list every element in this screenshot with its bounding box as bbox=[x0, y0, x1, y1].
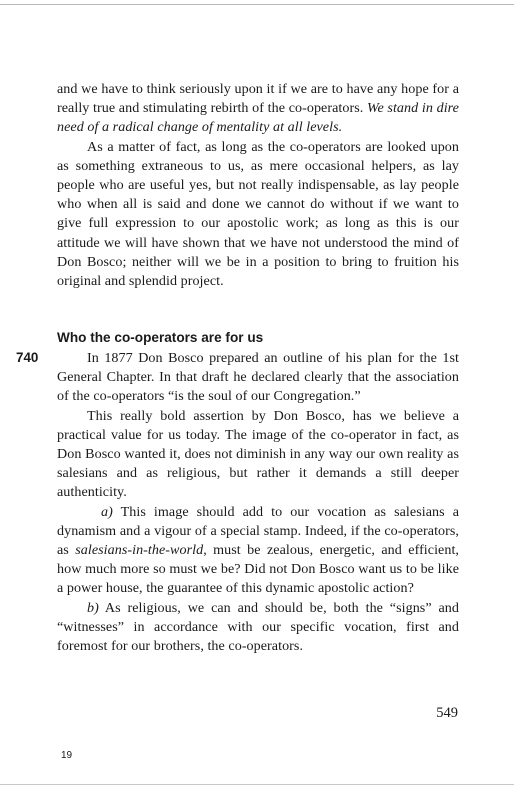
paragraph-text: This image should add to our vocation as salesians a dynamism and a vigour of a special stamp. Indeed, if the co-operators, as bbox=[57, 503, 459, 559]
paragraph-point-a bbox=[57, 503, 459, 599]
section-heading: Who the co-operators are for us bbox=[57, 330, 264, 345]
paragraph-point-b bbox=[57, 599, 459, 657]
emphasis-text: salesians-in-the-world bbox=[75, 542, 204, 559]
page-number: 549 bbox=[436, 705, 458, 721]
paragraph-text: and we have to think seriously upon it if we are to have any hope for a really true and stimulating rebirth of the co-operators. bbox=[57, 81, 459, 117]
bottom-rule bbox=[0, 784, 514, 785]
text-block-lower bbox=[57, 349, 459, 656]
point-label: b) bbox=[87, 599, 99, 616]
paragraph-text: As religious, we can and should be, both the “signs” and “witnesses” in accordance with our specific vocation, first and foremost for our brothers, the co-operators. bbox=[57, 599, 459, 655]
margin-paragraph-number: 740 bbox=[16, 350, 39, 365]
point-label: a) bbox=[101, 503, 113, 520]
top-rule bbox=[0, 4, 514, 5]
paragraph-matter-of-fact: As a matter of fact, as long as the co-operators are looked upon as something extraneous to us, as mere occasional helpers, as lay people who are useful yes, but not really indispensable, as lay people who when all is said and done we cannot do without if we want to give full expression to our apostolic work; as long as this is our attitude we will have shown that we have not understood the mind of Don Bosco; neither will we be in a position to bring to fruition his original and splendid project. bbox=[57, 138, 459, 290]
paragraph-bold-assertion: This really bold assertion by Don Bosco, has we believe a practical value for us today. The image of the co-operator in fact, as Don Bosco wanted it, does not diminish in any way our own reality as salesians and as religious, but rather it demands a still deeper authenticity. bbox=[57, 407, 459, 501]
paragraph-1877: In 1877 Don Bosco prepared an outline of his plan for the 1st General Chapter. In that draft he declared clearly that the association of the co-operators “is the soul of our Congregation.” bbox=[57, 350, 459, 405]
signature-mark: 19 bbox=[61, 750, 73, 761]
paragraph-continuation bbox=[57, 80, 459, 138]
emphasis-text: We stand in dire need of a radical change of mentality at all levels. bbox=[57, 100, 459, 136]
text-block-upper bbox=[57, 80, 459, 291]
paragraph-text: , must be zealous, energetic, and efficient, how much more so must we be? Did not Don Bosco want us to be like a power house, the guarantee of this dynamic apostolic action? bbox=[57, 542, 459, 597]
